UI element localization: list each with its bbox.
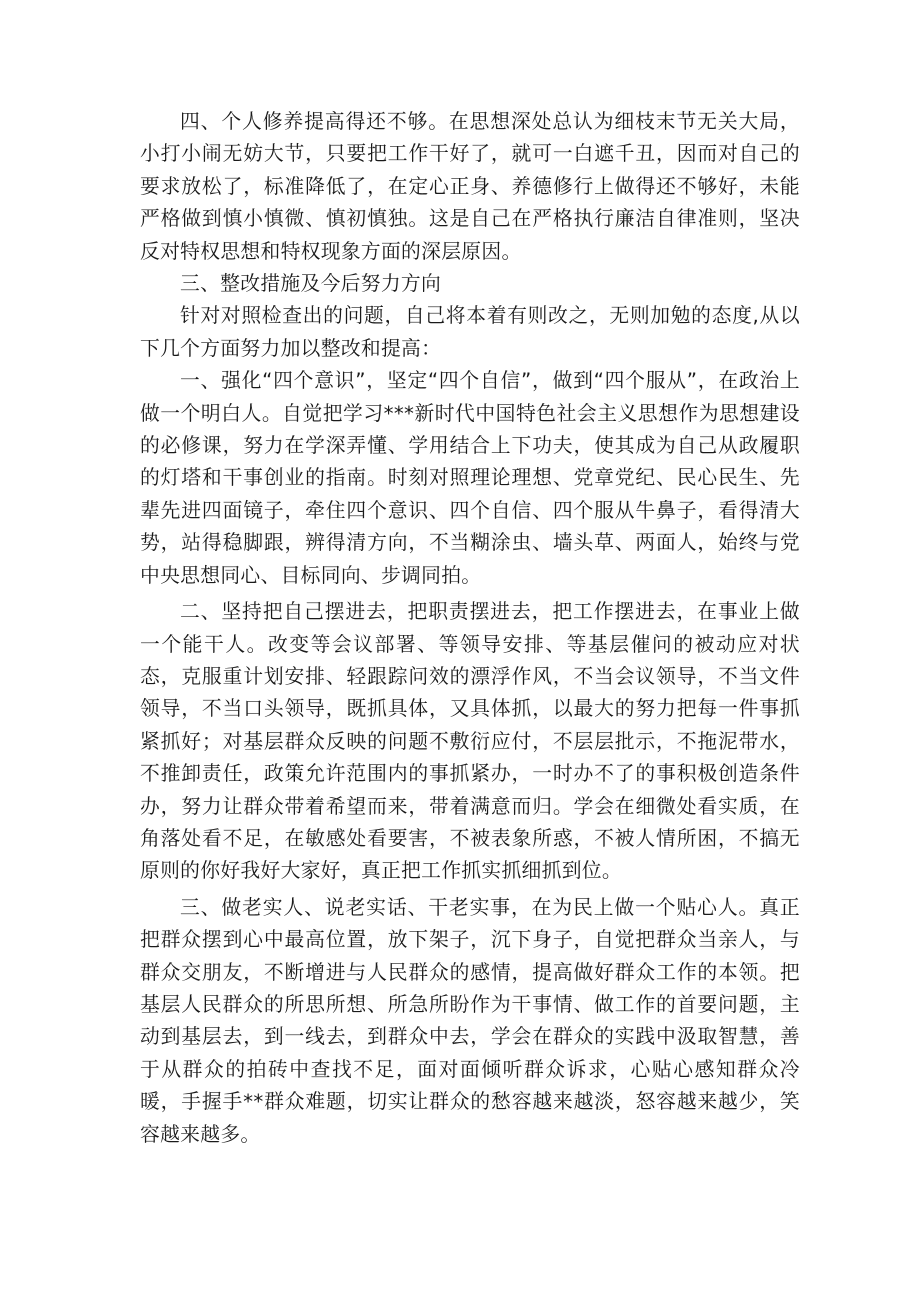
paragraph-rectification-intro: 针对对照检查出的问题，自己将本着有则改之，无则加勉的态度,从以下几个方面努力加以整改和提高： — [140, 304, 800, 360]
paragraph-measure-two: 二、坚持把自己摆进去，把职责摆进去，把工作摆进去，在事业上做一个能干人。改变等会议部署、等领导安排、等基层催问的被动应对状态，克服重计划安排、轻跟踪问效的漂浮作风，不当会议领导，不当文件领导，不当口头领导，既抓具体，又具体抓，以最大的努力把每一件事抓紧抓好；对基层群众反映的问题不敷衍应付，不层层批示，不拖泥带水，不推卸责任，政策允许范围内的事抓紧办，一时办不了的事积极创造条件办，努力让群众带着希望而来，带着满意而归。学会在细微处看实质，在角落处看不足，在敏感处看要害，不被表象所惑，不被人情所困，不搞无原则的你好我好大家好，真正把工作抓实抓细抓到位。 — [140, 600, 800, 883]
document-body — [140, 106, 800, 1151]
paragraph-measure-three: 三、做老实人、说老实话、干老实事，在为民上做一个贴心人。真正把群众摆到心中最高位置，放下架子，沉下身子，自觉把群众当亲人，与群众交朋友，不断增进与人民群众的感情，提高做好群众工作的本领。把基层人民群众的所思所想、所急所盼作为干事情、做工作的首要问题，主动到基层去，到一线去，到群众中去，学会在群众的实践中汲取智慧，善于从群众的拍砖中查找不足，面对面倾听群众诉求，心贴心感知群众冷暖，手握手**群众难题，切实让群众的愁容越来越淡，怒容越来越少，笑容越来越多。 — [140, 895, 800, 1146]
paragraph-measure-one: 一、强化“四个意识”，坚定“四个自信”，做到“四个服从”，在政治上做一个明白人。自觉把学习***新时代中国特色社会主义思想作为思想建设的必修课，努力在学深弄懂、学用结合上下功夫，使其成为自己从政履职的灯塔和干事创业的指南。时刻对照理论理想、党章党纪、民心民生、先辈先进四面镜子，牵住四个意识、四个自信、四个服从牛鼻子，看得清大势，站得稳脚跟，辨得清方向，不当糊涂虫、墙头草、两面人，始终与党中央思想同心、目标同向、步调同拍。 — [140, 369, 800, 587]
section-heading-rectification: 三、整改措施及今后努力方向 — [180, 272, 442, 296]
paragraph-personal-cultivation: 四、个人修养提高得还不够。在思想深处总认为细枝末节无关大局，小打小闹无妨大节，只要把工作干好了，就可一白遮千丑，因而对自己的要求放松了，标准降低了，在定心正身、养德修行上做得还不够好，未能严格做到慎小慎微、慎初慎独。这是自己在严格执行廉洁自律准则，坚决反对特权思想和特权现象方面的深层原因。 — [140, 110, 800, 263]
